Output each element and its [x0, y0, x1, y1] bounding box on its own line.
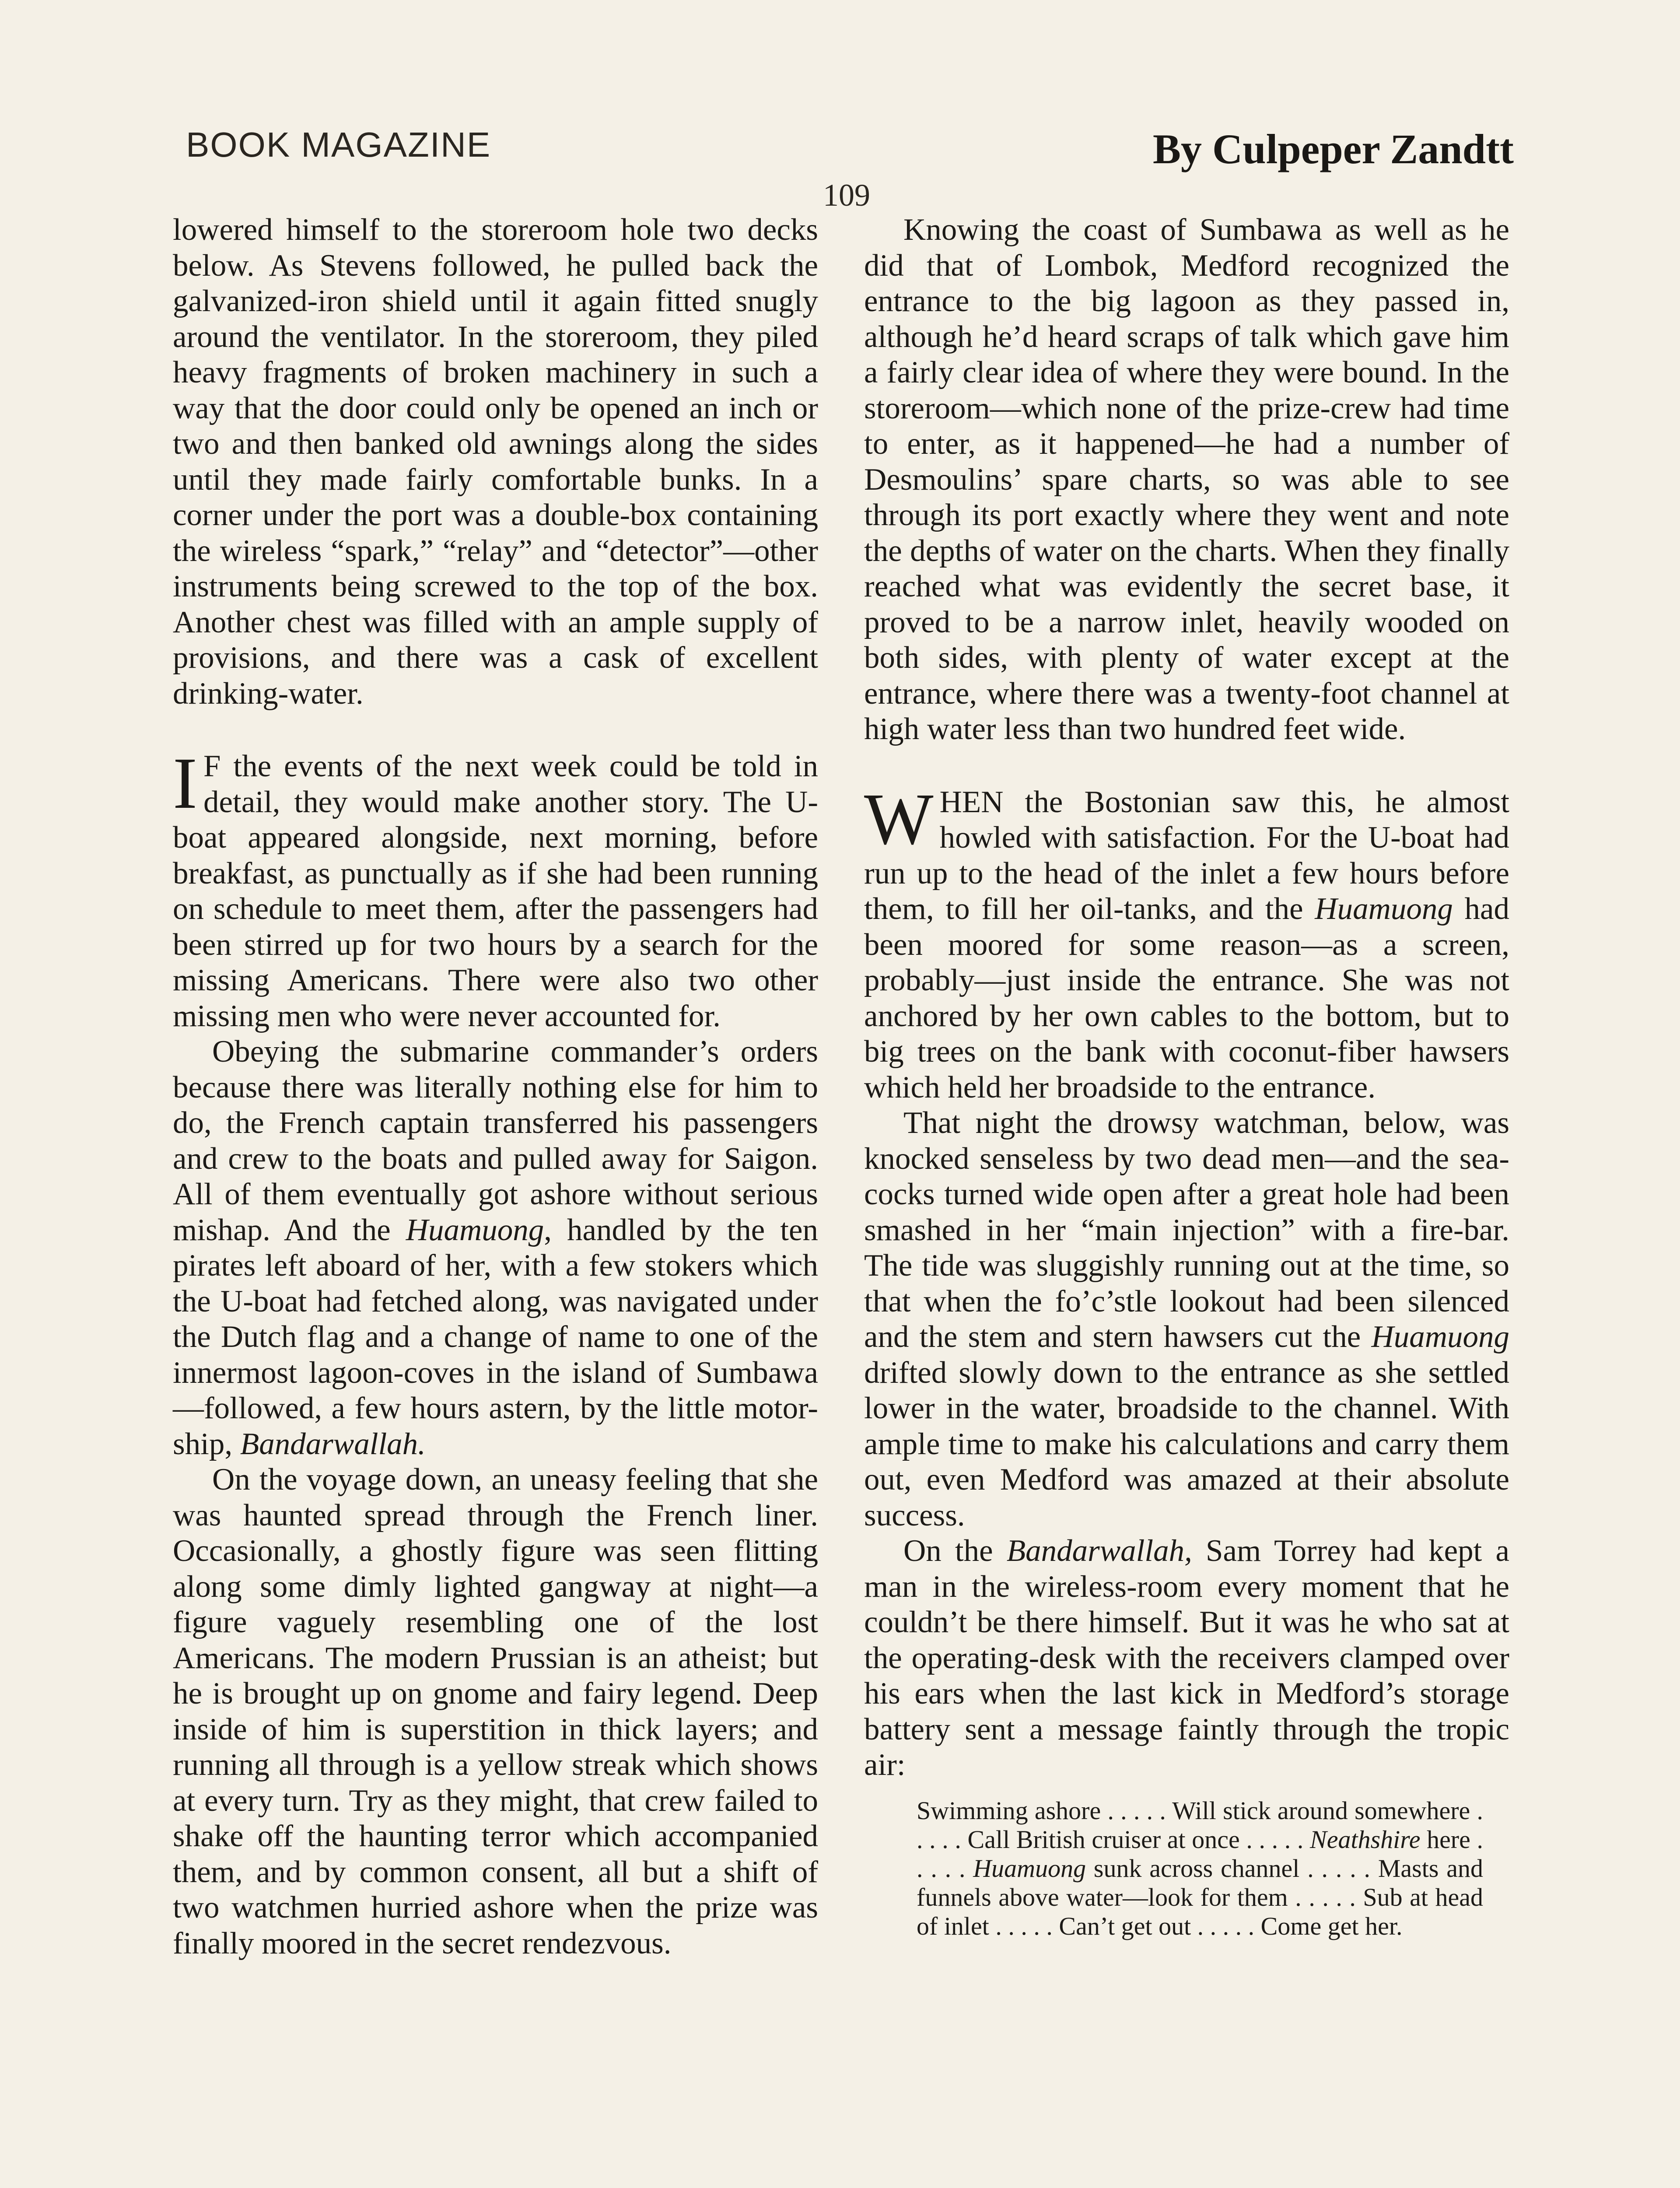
telegram-text: sunk across channel . . . . . Masts and funnels above water—look for them . . . . . Sub at head of inlet . . . . . Can’t get out . . . . . Come get her.	[917, 1854, 1483, 1940]
paragraph	[173, 1034, 818, 1462]
paragraph	[864, 1533, 1509, 1783]
paragraph	[864, 778, 1510, 1106]
paragraph-text: On the	[903, 1534, 1007, 1568]
paragraph	[864, 1105, 1509, 1533]
paragraph-text: HEN the Bostonian saw this, he almost howled with satisfaction. For the U-boat had run up to the head of the inlet a few hours before them, to fill her oil-tanks, and the	[864, 785, 1509, 926]
paragraph-text: , handled by the ten pirates left aboard of her, with a few stokers which the U-boat had fetched along, was navigated under the Dutch flag and a change of name to one of the innermost lagoon-coves in the island of Sumbawa—followed, a few hours astern, by the little motor-ship,	[173, 1213, 818, 1461]
page-number: 109	[823, 178, 870, 213]
paragraph-text: had been moored for some reason—as a screen, probably—just inside the entrance. She was not anchored by her own cables to the bottom, but to big trees on the bank with coconut-fiber hawsers which held her broadside to the entrance.	[864, 892, 1510, 1105]
ship-name: Huamuong	[1315, 892, 1453, 926]
paragraph: lowered himself to the storeroom hole two decks below. As Stevens followed, he pulled back the galvanized-iron shield until it again fitted snugly around the ventilator. In the storeroom, they piled heavy fragments of broken machinery in such a way that the door could only be opened an inch or two and then banked old awnings along the sides until they made fairly comfortable bunks. In a corner under the port was a double-box containing the wireless “spark,” “relay” and “detector”—other instruments being screwed to the top of the box. Another chest was filled with an ample supply of provisions, and there was a cask of excellent drinking-water.	[173, 213, 818, 711]
right-column	[864, 212, 1509, 1941]
paragraph-text: Obeying the submarine commander’s orders because there was literally nothing else for him to do, the French captain transferred his passengers and crew to the boats and pulled away for Saigon. All of them eventually got ashore without serious mishap. And the	[173, 1034, 818, 1247]
ship-name: Bandarwallah.	[240, 1427, 426, 1461]
running-head-left: BOOK MAGAZINE	[186, 125, 491, 164]
author-byline: By Culpeper Zandtt	[1152, 126, 1514, 172]
drop-cap: W	[864, 778, 934, 860]
wireless-message	[917, 1796, 1483, 1941]
left-column	[173, 212, 818, 1961]
ship-name: Neathshire	[1310, 1825, 1421, 1854]
drop-cap: I	[173, 743, 197, 824]
telegram-text: Swimming ashore . . . . . Will stick around somewhere . . . . . Call British cruiser at once . . . . .	[917, 1796, 1483, 1854]
paragraph-text: drifted slowly down to the entrance as she settled lower in the water, broadside to the channel. With ample time to make his calculations and carry them out, even Medford was amazed at their absolute success.	[864, 1355, 1509, 1532]
ship-name: Huamuong	[1371, 1320, 1509, 1354]
paragraph-text: That night the drowsy watchman, below, was knocked senseless by two dead men—and the sea-cocks turned wide open after a great hole had been smashed in her “main injection” with a fire-bar. The tide was sluggishly running out at the time, so that when the fo’c’stle lookout had been silenced and the stem and stern hawsers cut the	[864, 1106, 1509, 1354]
paragraph-text: Sam Torrey had kept a man in the wireless-room every moment that he couldn’t be there himself. But it was he who sat at the operating-desk with the receivers clamped over his ears when the last kick in Medford’s storage battery sent a message faintly through the tropic air:	[864, 1534, 1510, 1782]
ship-name: Huamuong	[973, 1854, 1086, 1883]
paragraph-text: F the events of the next week could be told in detail, they would make another story. The U-boat appeared alongside, next morning, before breakfast, as punctually as if she had been running on schedule to meet them, after the passengers had been stirred up for two hours by a search for the missing Americans. There were also two other missing men who were never accounted for.	[173, 749, 818, 1033]
ship-name: Bandarwallah,	[1006, 1534, 1192, 1568]
paragraph	[173, 743, 818, 1034]
paragraph: Knowing the coast of Sumbawa as well as he did that of Lombok, Medford recognized the entrance to the big lagoon as they passed in, although he’d heard scraps of talk which gave him a fairly clear idea of where they were bound. In the storeroom—which none of the prize-crew had time to enter, as it happened—he had a number of Desmoulins’ spare charts, so was able to see through its port exactly where they went and note the depths of water on the charts. When they finally reached what was evidently the secret base, it proved to be a narrow inlet, heavily wooded on both sides, with plenty of water except at the entrance, where there was a twenty-foot channel at high water less than two hundred feet wide.	[864, 213, 1509, 746]
telegram-text: here . . . . .	[917, 1825, 1483, 1883]
ship-name: Huamuong	[406, 1213, 544, 1247]
paragraph: On the voyage down, an uneasy feeling that she was haunted spread through the French liner. Occasionally, a ghostly figure was seen flitting along some dimly lighted gangway at night—a figure vaguely resembling one of the lost Americans. The modern Prussian is an atheist; but he is brought up on gnome and fairy legend. Deep inside of him is superstition in thick layers; and running all through is a yellow streak which shows at every turn. Try as they might, that crew failed to shake off the haunting terror which accompanied them, and by common consent, all but a shift of two watchmen hurried ashore when the prize was finally moored in the secret rendezvous.	[173, 1462, 818, 1960]
